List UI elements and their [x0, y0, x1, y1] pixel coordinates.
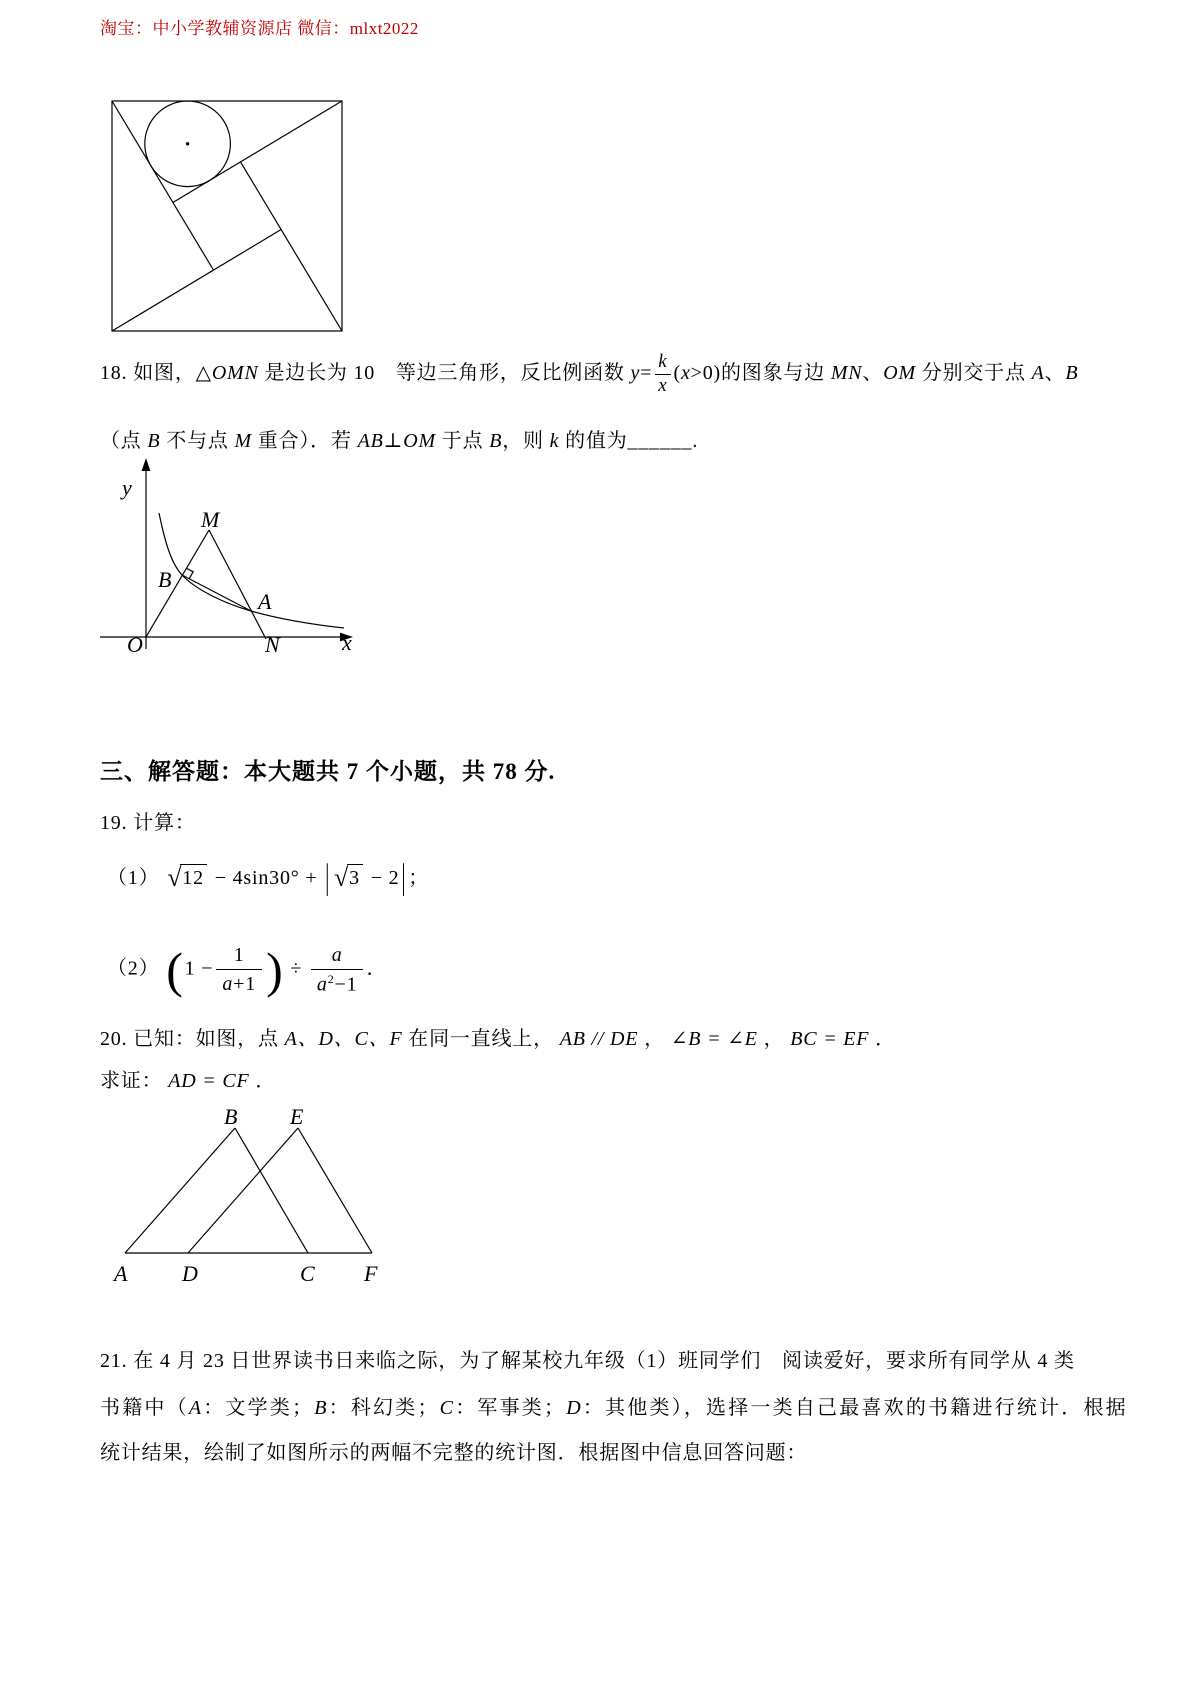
- cjk-text: 书籍中（: [100, 1397, 189, 1419]
- fraction-numerator: k: [655, 352, 670, 375]
- math-text: +1: [233, 973, 257, 996]
- pinwheel-line-3: [241, 162, 343, 331]
- outer-square: [112, 101, 342, 331]
- axis-label-x: x: [342, 630, 352, 655]
- cjk-text: 、: [1044, 361, 1066, 384]
- answer-blank: ______: [627, 430, 693, 452]
- cjk-text: 在同一直线上，: [408, 1028, 554, 1050]
- big-paren-right: ): [266, 941, 284, 998]
- math-var: B: [489, 430, 503, 452]
- segment-de: [188, 1128, 298, 1253]
- math-var: M: [234, 430, 252, 452]
- math-condition: BC = EF: [790, 1028, 870, 1050]
- math-condition: AB // DE: [559, 1028, 639, 1050]
- cjk-text: ：科幻类；: [328, 1397, 440, 1419]
- math-var: OMN: [211, 361, 259, 384]
- cjk-text: 分别交于点: [921, 361, 1026, 384]
- cjk-text: 重合）．若: [257, 430, 352, 452]
- problem-18-line-1: [100, 352, 1078, 397]
- period: ．: [255, 1070, 277, 1092]
- point-label-d: D: [182, 1261, 198, 1286]
- fraction-denominator: [216, 970, 262, 995]
- item-label: （2）: [107, 957, 160, 980]
- cjk-text: ：文学类；: [203, 1397, 315, 1419]
- triangle-symbol: △: [195, 361, 212, 384]
- point-label-c: C: [300, 1261, 315, 1286]
- math-var: B: [314, 1397, 329, 1419]
- math-var: C: [439, 1397, 456, 1419]
- math-var: y: [630, 361, 641, 384]
- point-label-a: A: [258, 589, 272, 614]
- chord-ab: [182, 575, 251, 611]
- math-text: − 2: [370, 867, 400, 889]
- semicolon: ；: [408, 867, 430, 889]
- cjk-text: 在 4 月 23 日世界读书日来临之际，为了解某校九年级（1）班同学们 阅读爱好，要求所有同学从 4 类: [133, 1350, 1075, 1372]
- problem-21-line-3: 统计结果，绘制了如图所示的两幅不完整的统计图．根据图中信息回答问题：: [100, 1442, 808, 1464]
- math-condition: AD = CF: [168, 1070, 250, 1092]
- problem-21-line-1: [100, 1344, 1075, 1373]
- problem-20-line-2: [100, 1064, 276, 1093]
- cjk-text: >0)的图象与边: [690, 361, 825, 384]
- fraction-numerator: 1: [216, 944, 262, 970]
- cjk-text: （点: [100, 430, 142, 452]
- big-paren-left: (: [166, 941, 184, 998]
- math-var: A: [188, 1397, 204, 1419]
- math-var: OM: [403, 430, 436, 452]
- math-var: MN: [830, 361, 863, 384]
- point-label-b: B: [158, 567, 172, 592]
- paren: (: [673, 361, 681, 384]
- hyperbola-curve: [159, 513, 344, 628]
- header-note: 淘宝：中小学教辅资源店 微信：mlxt2022: [100, 19, 419, 38]
- problem-19-expression-1: [107, 857, 430, 898]
- cjk-text: 是边长为 10 等边三角形，反比例函数: [264, 361, 625, 384]
- cjk-text: ：其他类），选择一类自己最喜欢的书籍进行统计．根据: [582, 1397, 1128, 1419]
- cjk-text: 如图，: [133, 361, 196, 384]
- segment-ef: [298, 1128, 372, 1253]
- perpendicular-symbol: ⊥: [383, 430, 404, 452]
- abs-bar-left: |: [325, 857, 331, 898]
- problem-20-line-1: [100, 1022, 896, 1051]
- segment-ab: [125, 1128, 235, 1253]
- period: .: [692, 430, 699, 452]
- cjk-text: 于点: [441, 430, 484, 452]
- figure-20-triangles: [112, 1108, 382, 1288]
- math-text: 1 −: [184, 957, 214, 980]
- point-label-e: E: [290, 1108, 304, 1129]
- radical-sign: √: [167, 863, 183, 892]
- math-var: x: [680, 361, 691, 384]
- problem-19-expression-2: [107, 941, 388, 998]
- fraction-denominator: [311, 970, 364, 996]
- problem-19-title: [100, 806, 196, 835]
- cjk-text: 求证：: [100, 1070, 163, 1092]
- exponent: 2: [327, 972, 335, 986]
- math-text: −1: [334, 973, 358, 996]
- radical-3: [334, 863, 363, 893]
- math-var: B: [1065, 361, 1079, 384]
- circle-center-dot: [186, 142, 189, 145]
- origin-label-o: O: [127, 632, 143, 655]
- cjk-text: ：军事类；: [455, 1397, 567, 1419]
- abs-bar-right: |: [401, 857, 407, 898]
- fraction-1-over-a-plus-1: [216, 944, 262, 995]
- point-label-b: B: [224, 1108, 238, 1129]
- problem-21-number: 21.: [100, 1350, 128, 1372]
- math-condition: ∠B = ∠E: [670, 1028, 758, 1050]
- segment-mn: [209, 530, 266, 639]
- point-label-m: M: [201, 507, 220, 532]
- point-label-f: F: [364, 1261, 378, 1286]
- fraction-numerator: a: [311, 944, 364, 970]
- comma: ，: [644, 1028, 665, 1050]
- division-sign: ÷: [290, 957, 303, 980]
- period: ．: [875, 1028, 896, 1050]
- problem-19-number: 19.: [100, 812, 128, 834]
- radicand: 3: [347, 864, 363, 889]
- cjk-text: 计算：: [133, 812, 196, 834]
- problem-21-line-2: [100, 1391, 1128, 1420]
- problem-20-number: 20.: [100, 1028, 128, 1050]
- section-3-heading: 三、解答题：本大题共 7 个小题，共 78 分.: [100, 759, 556, 784]
- figure-chord-diagram: [111, 100, 343, 332]
- pinwheel-line-2: [173, 101, 342, 203]
- cjk-text: 的值为: [565, 430, 628, 452]
- figure-18-graph: [95, 437, 360, 655]
- radical-12: [167, 863, 207, 893]
- pinwheel-line-4: [112, 230, 281, 332]
- radicand: 12: [180, 864, 207, 889]
- cjk-text: 不与点: [166, 430, 229, 452]
- math-var: OM: [883, 361, 916, 384]
- y-axis-arrow: [142, 458, 151, 471]
- segment-bc: [235, 1128, 308, 1253]
- point-label-a: A: [114, 1261, 128, 1286]
- fraction-denominator: x: [658, 374, 668, 396]
- fraction-k-over-x: [655, 352, 670, 397]
- math-var: A、D、C、F: [284, 1028, 403, 1050]
- axis-label-y: y: [122, 475, 132, 500]
- equals-sign: =: [640, 361, 653, 384]
- math-var: A: [1031, 361, 1045, 384]
- problem-18-number: 18.: [100, 361, 128, 384]
- math-var: D: [566, 1397, 583, 1419]
- comma: ，: [763, 1028, 785, 1050]
- math-var: a: [316, 973, 328, 996]
- cjk-text: 已知：如图，点: [133, 1028, 279, 1050]
- cjk-text: 、: [862, 361, 884, 384]
- cjk-text: ，则: [502, 430, 544, 452]
- period: ．: [366, 957, 388, 980]
- point-label-n: N: [265, 632, 280, 655]
- math-var: AB: [357, 430, 384, 452]
- math-var: B: [147, 430, 161, 452]
- fraction-a-over-a2-minus-1: [311, 944, 364, 996]
- item-label: （1）: [107, 867, 160, 889]
- math-var: a: [222, 973, 234, 996]
- math-var: k: [549, 430, 560, 452]
- radical-sign: √: [334, 863, 350, 892]
- math-text: − 4sin30° +: [214, 867, 318, 889]
